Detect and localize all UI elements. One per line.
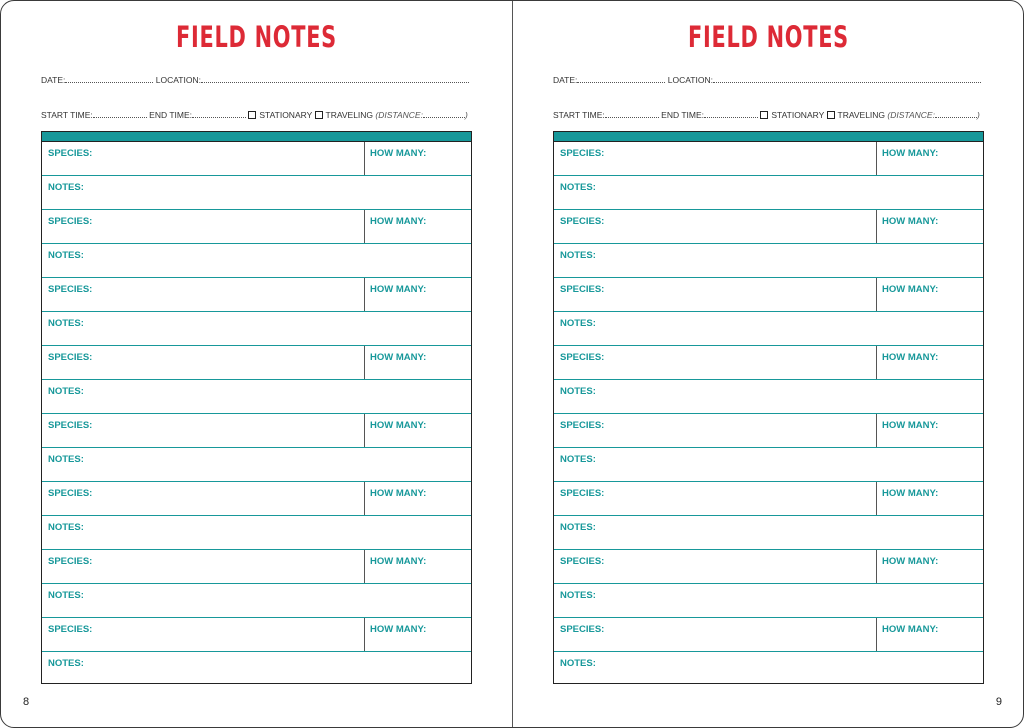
- end-time-label: END TIME:: [661, 110, 704, 120]
- notes-row[interactable]: [554, 584, 983, 618]
- species-label: SPECIES:: [560, 284, 605, 295]
- location-field[interactable]: [201, 75, 469, 83]
- how-many-label: HOW MANY:: [370, 488, 427, 499]
- location-label: LOCATION:: [667, 75, 713, 85]
- notes-row[interactable]: [42, 380, 471, 414]
- column-divider: [876, 550, 877, 583]
- species-row[interactable]: [42, 550, 471, 584]
- notes-row[interactable]: [554, 652, 983, 685]
- column-divider: [364, 618, 365, 651]
- species-label: SPECIES:: [560, 624, 605, 635]
- stationary-checkbox[interactable]: [248, 111, 256, 119]
- date-location-line: [41, 75, 469, 85]
- notes-row[interactable]: [554, 244, 983, 278]
- species-row[interactable]: [42, 142, 471, 176]
- column-divider: [876, 346, 877, 379]
- column-divider: [876, 618, 877, 651]
- notes-row[interactable]: [554, 176, 983, 210]
- species-label: SPECIES:: [48, 420, 93, 431]
- species-log-table: [41, 131, 472, 684]
- page-right: [513, 1, 1024, 727]
- start-time-field[interactable]: [605, 110, 659, 118]
- distance-close: ): [464, 110, 468, 120]
- how-many-label: HOW MANY:: [882, 420, 939, 431]
- notes-label: NOTES:: [48, 590, 84, 601]
- species-row[interactable]: [554, 278, 983, 312]
- notes-row[interactable]: [554, 380, 983, 414]
- column-divider: [364, 414, 365, 447]
- start-time-label: START TIME:: [553, 110, 605, 120]
- how-many-label: HOW MANY:: [370, 624, 427, 635]
- stationary-label: STATIONARY: [771, 110, 825, 120]
- column-divider: [876, 482, 877, 515]
- how-many-label: HOW MANY:: [370, 284, 427, 295]
- traveling-label: TRAVELING: [837, 110, 886, 120]
- species-log-table: [553, 131, 984, 684]
- date-label: DATE:: [41, 75, 66, 85]
- how-many-label: HOW MANY:: [882, 216, 939, 227]
- notes-label: NOTES:: [560, 658, 596, 669]
- column-divider: [364, 278, 365, 311]
- species-row[interactable]: [42, 346, 471, 380]
- stationary-checkbox[interactable]: [760, 111, 768, 119]
- species-row[interactable]: [554, 346, 983, 380]
- notes-row[interactable]: [42, 652, 471, 685]
- notes-row[interactable]: [42, 244, 471, 278]
- column-divider: [364, 482, 365, 515]
- species-label: SPECIES:: [560, 488, 605, 499]
- notes-label: NOTES:: [560, 386, 596, 397]
- species-label: SPECIES:: [48, 556, 93, 567]
- species-label: SPECIES:: [48, 216, 93, 227]
- notes-label: NOTES:: [560, 590, 596, 601]
- how-many-label: HOW MANY:: [370, 352, 427, 363]
- species-label: SPECIES:: [48, 488, 93, 499]
- notes-label: NOTES:: [48, 182, 84, 193]
- species-row[interactable]: [554, 414, 983, 448]
- species-row[interactable]: [554, 618, 983, 652]
- page-title: FIELD NOTES: [688, 20, 849, 54]
- end-time-field[interactable]: [704, 110, 758, 118]
- page-number: 8: [23, 696, 30, 708]
- species-label: SPECIES:: [560, 352, 605, 363]
- species-row[interactable]: [554, 550, 983, 584]
- species-label: SPECIES:: [48, 284, 93, 295]
- species-row[interactable]: [554, 482, 983, 516]
- end-time-label: END TIME:: [149, 110, 192, 120]
- traveling-checkbox[interactable]: [827, 111, 835, 119]
- page-left: [1, 1, 512, 727]
- species-row[interactable]: [42, 482, 471, 516]
- notes-label: NOTES:: [560, 522, 596, 533]
- notes-row[interactable]: [554, 448, 983, 482]
- traveling-checkbox[interactable]: [315, 111, 323, 119]
- traveling-label: TRAVELING: [325, 110, 374, 120]
- page-title: FIELD NOTES: [176, 20, 337, 54]
- notes-row[interactable]: [42, 516, 471, 550]
- notes-label: NOTES:: [48, 658, 84, 669]
- time-line: [41, 110, 468, 120]
- date-label: DATE:: [553, 75, 578, 85]
- column-divider: [876, 414, 877, 447]
- notes-row[interactable]: [42, 584, 471, 618]
- how-many-label: HOW MANY:: [370, 216, 427, 227]
- species-label: SPECIES:: [48, 148, 93, 159]
- column-divider: [876, 210, 877, 243]
- location-field[interactable]: [713, 75, 981, 83]
- notes-row[interactable]: [554, 312, 983, 346]
- date-field[interactable]: [577, 75, 665, 83]
- location-label: LOCATION:: [155, 75, 201, 85]
- notes-label: NOTES:: [48, 454, 84, 465]
- species-row[interactable]: [42, 278, 471, 312]
- species-label: SPECIES:: [48, 352, 93, 363]
- notes-row[interactable]: [42, 448, 471, 482]
- column-divider: [876, 142, 877, 175]
- notes-label: NOTES:: [48, 318, 84, 329]
- start-time-field[interactable]: [93, 110, 147, 118]
- how-many-label: HOW MANY:: [370, 420, 427, 431]
- species-row[interactable]: [554, 210, 983, 244]
- how-many-label: HOW MANY:: [882, 488, 939, 499]
- end-time-field[interactable]: [192, 110, 246, 118]
- date-location-line: [553, 75, 981, 85]
- species-row[interactable]: [42, 210, 471, 244]
- date-field[interactable]: [65, 75, 153, 83]
- how-many-label: HOW MANY:: [370, 556, 427, 567]
- column-divider: [364, 142, 365, 175]
- table-header-bar: [554, 132, 983, 142]
- how-many-label: HOW MANY:: [882, 352, 939, 363]
- column-divider: [364, 550, 365, 583]
- notes-label: NOTES:: [560, 182, 596, 193]
- species-row[interactable]: [42, 618, 471, 652]
- stationary-label: STATIONARY: [259, 110, 313, 120]
- start-time-label: START TIME:: [41, 110, 93, 120]
- notes-row[interactable]: [554, 516, 983, 550]
- distance-field[interactable]: [423, 110, 465, 118]
- column-divider: [364, 210, 365, 243]
- species-label: SPECIES:: [560, 420, 605, 431]
- how-many-label: HOW MANY:: [882, 556, 939, 567]
- how-many-label: HOW MANY:: [882, 284, 939, 295]
- notes-label: NOTES:: [560, 318, 596, 329]
- species-label: SPECIES:: [48, 624, 93, 635]
- species-label: SPECIES:: [560, 216, 605, 227]
- species-row[interactable]: [554, 142, 983, 176]
- table-header-bar: [42, 132, 471, 142]
- notes-label: NOTES:: [560, 454, 596, 465]
- distance-label: (DISTANCE:: [887, 110, 935, 120]
- distance-label: (DISTANCE:: [375, 110, 423, 120]
- distance-field[interactable]: [935, 110, 977, 118]
- species-label: SPECIES:: [560, 148, 605, 159]
- species-label: SPECIES:: [560, 556, 605, 567]
- notes-label: NOTES:: [48, 386, 84, 397]
- how-many-label: HOW MANY:: [882, 148, 939, 159]
- time-line: [553, 110, 980, 120]
- notes-row[interactable]: [42, 176, 471, 210]
- species-row[interactable]: [42, 414, 471, 448]
- notes-label: NOTES:: [560, 250, 596, 261]
- column-divider: [876, 278, 877, 311]
- notes-label: NOTES:: [48, 250, 84, 261]
- how-many-label: HOW MANY:: [882, 624, 939, 635]
- distance-close: ): [976, 110, 980, 120]
- how-many-label: HOW MANY:: [370, 148, 427, 159]
- page-number: 9: [995, 696, 1002, 708]
- column-divider: [364, 346, 365, 379]
- notes-row[interactable]: [42, 312, 471, 346]
- notes-label: NOTES:: [48, 522, 84, 533]
